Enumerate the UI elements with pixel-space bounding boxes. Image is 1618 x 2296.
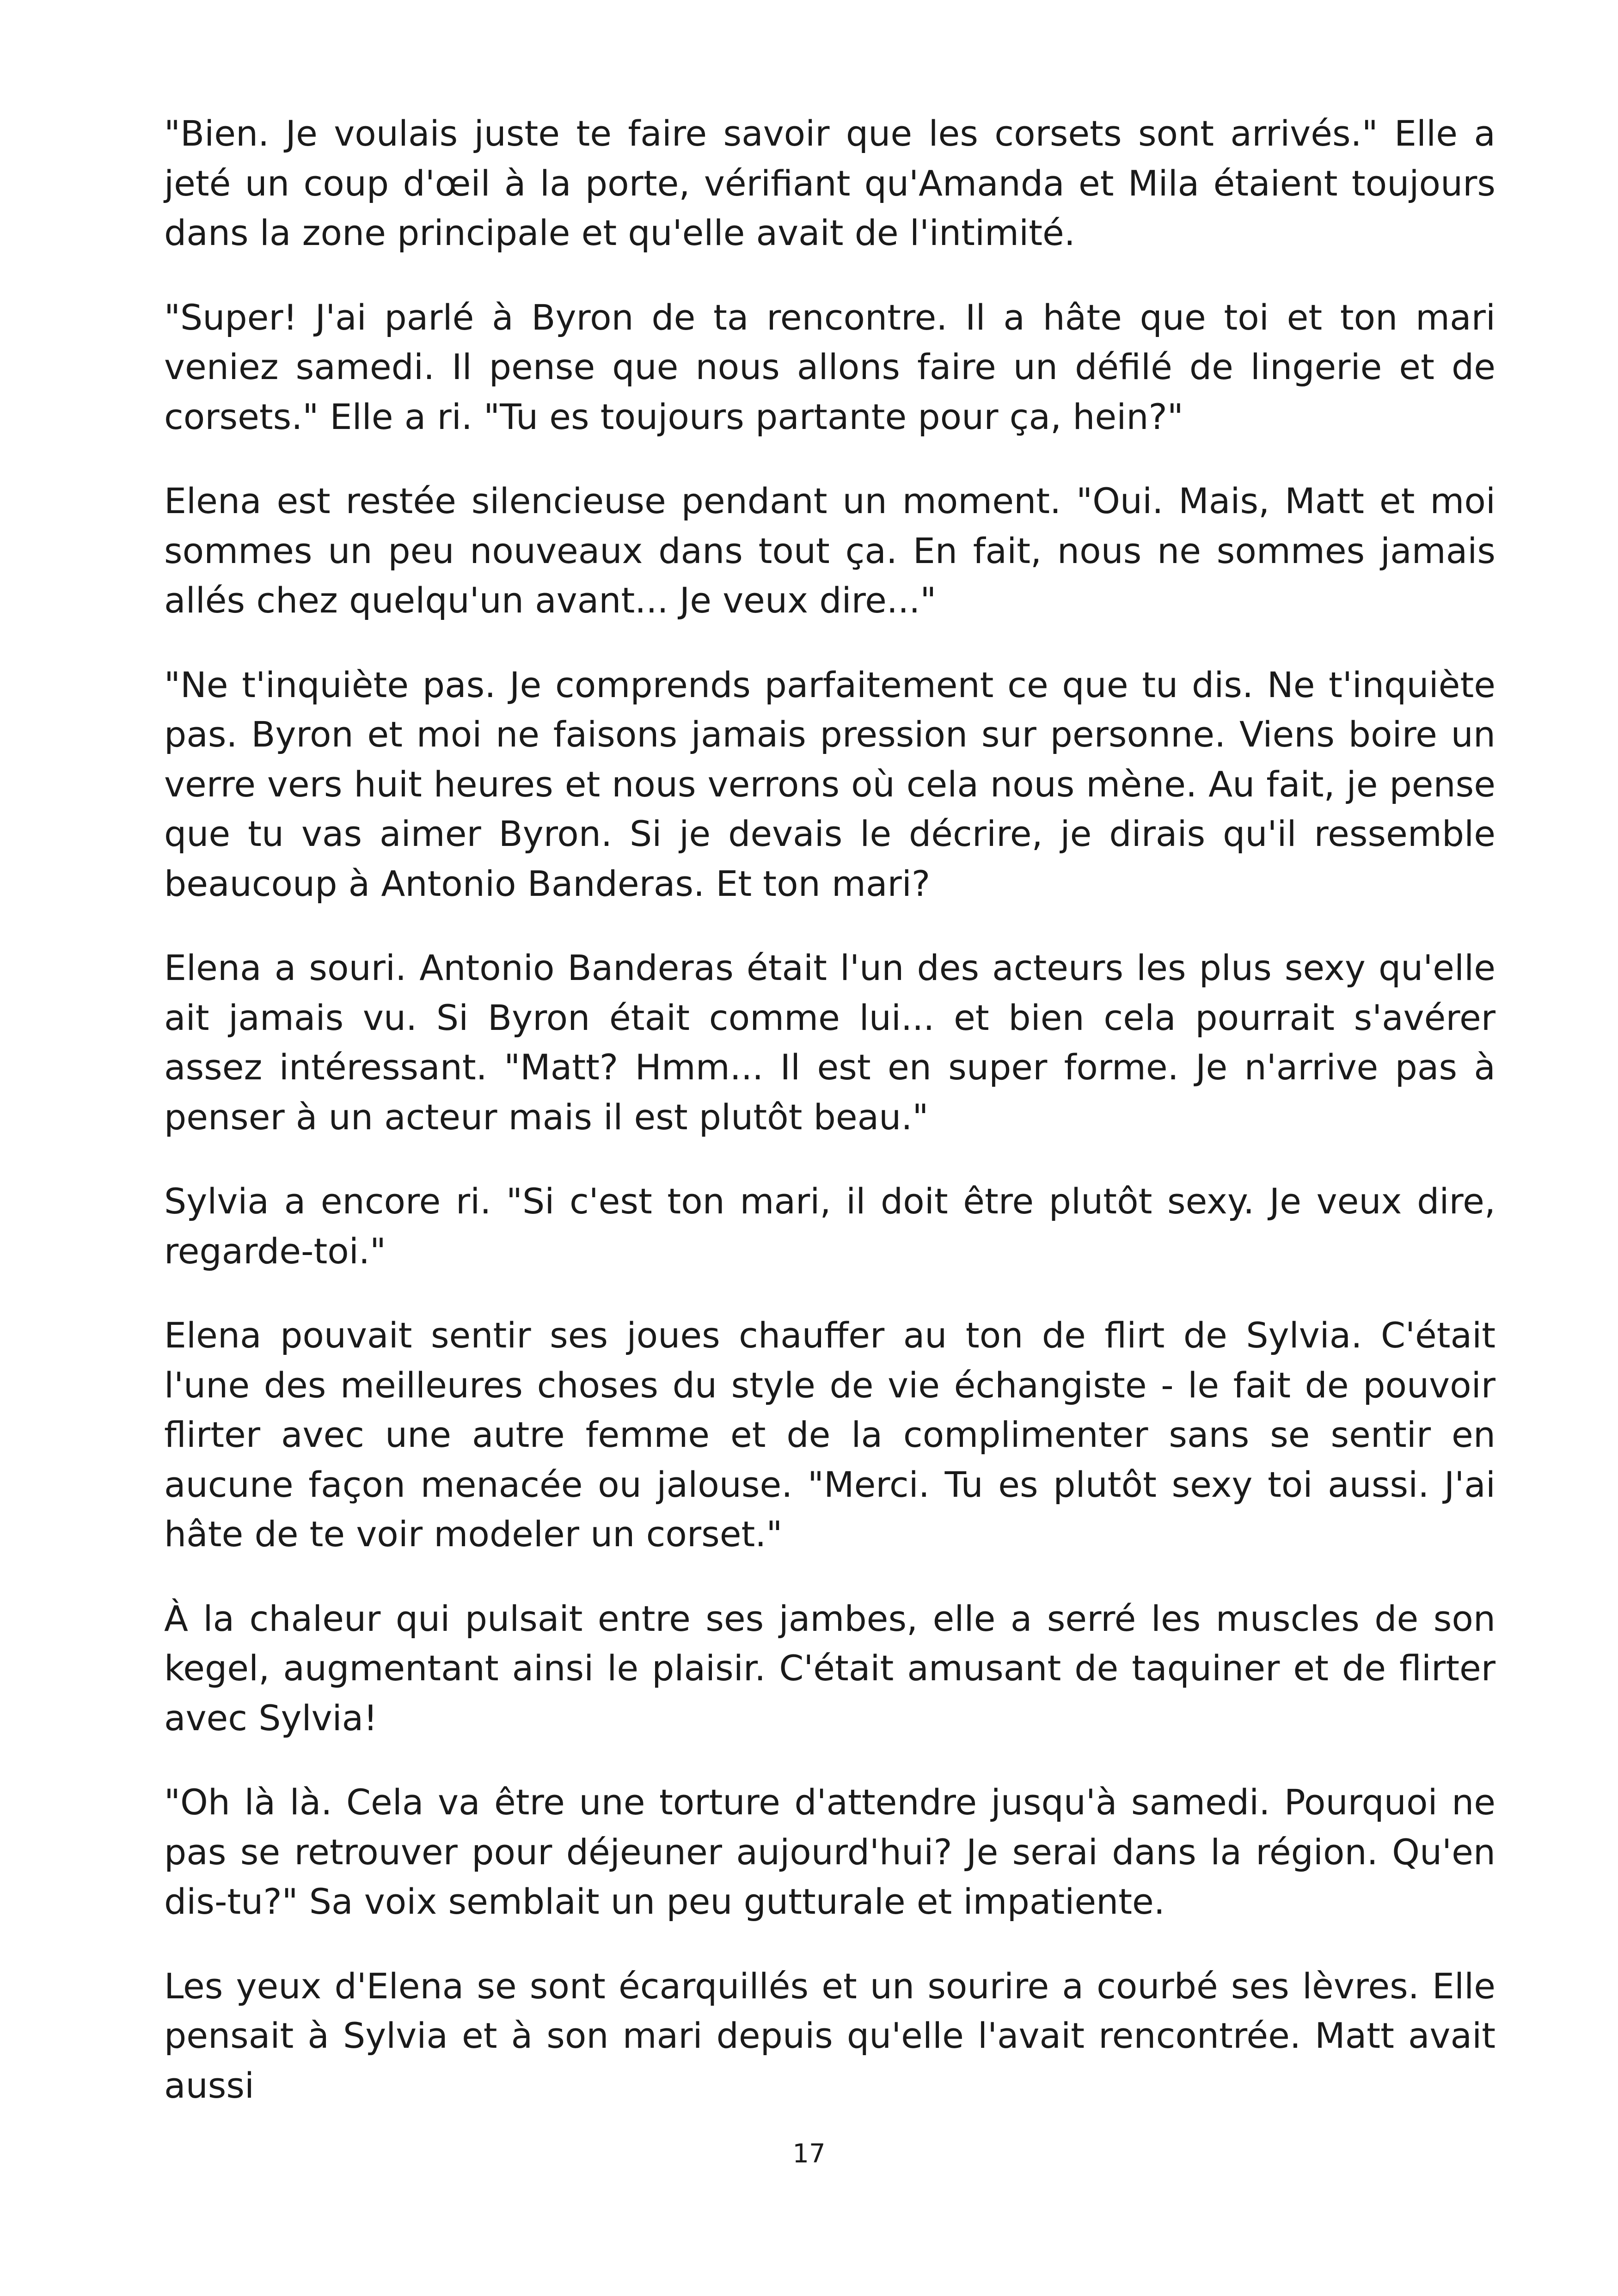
paragraph: "Bien. Je voulais juste te faire savoir que les corsets sont arrivés." Elle a jeté un coup d'œil à la porte, vérifiant qu'Amanda et Mila étaient toujours dans la zone principale et qu'elle avait de l'intimité. xyxy=(164,113,1495,253)
body-text xyxy=(164,109,1495,2110)
paragraph: "Ne t'inquiète pas. Je comprends parfaitement ce que tu dis. Ne t'inquiète pas. Byron et moi ne faisons jamais pression sur personne. Viens boire un verre vers huit heures et nous verrons où cela nous mène. Au fait, je pense que tu vas aimer Byron. Si je devais le décrire, je dirais qu'il ressemble beaucoup à Antonio Banderas. Et ton mari? xyxy=(164,664,1495,904)
paragraph: "Super! J'ai parlé à Byron de ta rencontre. Il a hâte que toi et ton mari veniez samedi. Il pense que nous allons faire un défilé de lingerie et de corsets." Elle a ri. "Tu es toujours partante pour ça, hein?" xyxy=(164,296,1495,437)
paragraph: Elena est restée silencieuse pendant un moment. "Oui. Mais, Matt et moi sommes un peu nouveaux dans tout ça. En fait, nous ne sommes jamais allés chez quelqu'un avant... Je veux dire..." xyxy=(164,480,1495,621)
page-number: 17 xyxy=(792,2139,826,2169)
paragraph: Elena pouvait sentir ses joues chauffer au ton de flirt de Sylvia. C'était l'une des meilleures choses du style de vie échangiste - le fait de pouvoir flirter avec une autre femme et de la complimenter sans se sentir en aucune façon menacée ou jalouse. "Merci. Tu es plutôt sexy toi aussi. J'ai hâte de te voir modeler un corset." xyxy=(164,1315,1495,1555)
paragraph: "Oh là là. Cela va être une torture d'attendre jusqu'à samedi. Pourquoi ne pas se retrouver pour déjeuner aujourd'hui? Je serai dans la région. Qu'en dis-tu?" Sa voix semblait un peu gutturale et impatiente. xyxy=(164,1782,1495,1922)
paragraph: Elena a souri. Antonio Banderas était l'un des acteurs les plus sexy qu'elle ait jamais vu. Si Byron était comme lui... et bien cela pourrait s'avérer assez intéressant. "Matt? Hmm... Il est en super forme. Je n'arrive pas à penser à un acteur mais il est plutôt beau." xyxy=(164,947,1495,1138)
paragraph: À la chaleur qui pulsait entre ses jambes, elle a serré les muscles de son kegel, augmentant ainsi le plaisir. C'était amusant de taquiner et de flirter avec Sylvia! xyxy=(164,1598,1495,1739)
paragraph: Sylvia a encore ri. "Si c'est ton mari, il doit être plutôt sexy. Je veux dire, regarde-toi." xyxy=(164,1181,1495,1272)
paragraph: Les yeux d'Elena se sont écarquillés et un sourire a courbé ses lèvres. Elle pensait à Sylvia et à son mari depuis qu'elle l'avait rencontrée. Matt avait aussi xyxy=(164,1965,1495,2106)
